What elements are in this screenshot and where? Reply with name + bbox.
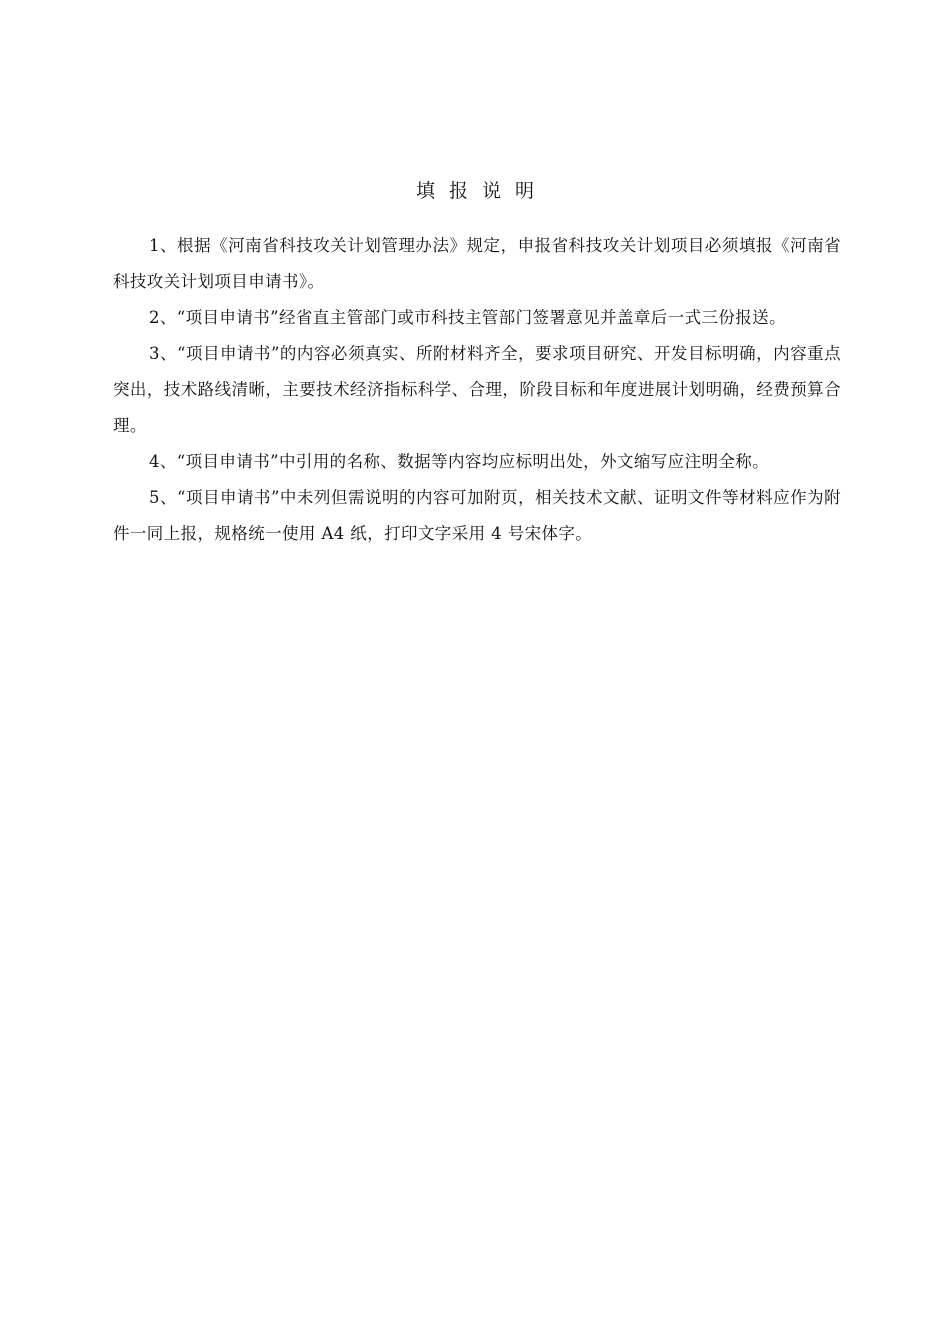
document-title: 填报说明 <box>415 180 548 202</box>
instruction-paragraph-4: 4、“项目申请书”中引用的名称、数据等内容均应标明出处，外文缩写应注明全称。 <box>149 452 770 471</box>
instruction-paragraph-5: 5、“项目申请书”中未列但需说明的内容可加附页，相关技术文献、证明文件等材料应作为附件一同上报，规格统一使用 A4 纸，打印文字采用 4 号宋体字。 <box>113 488 841 543</box>
instructions-body <box>113 228 841 552</box>
instruction-paragraph-2: 2、“项目申请书”经省直主管部门或市科技主管部门签署意见并盖章后一式三份报送。 <box>149 308 786 327</box>
instruction-paragraph-3: 3、“项目申请书”的内容必须真实、所附材料齐全，要求项目研究、开发目标明确，内容重点突出，技术路线清晰，主要技术经济指标科学、合理，阶段目标和年度进展计划明确，经费预算合理。 <box>113 344 841 435</box>
instruction-paragraph-1: 1、根据《河南省科技攻关计划管理办法》规定，申报省科技攻关计划项目必须填报《河南省科技攻关计划项目申请书》。 <box>113 236 841 291</box>
